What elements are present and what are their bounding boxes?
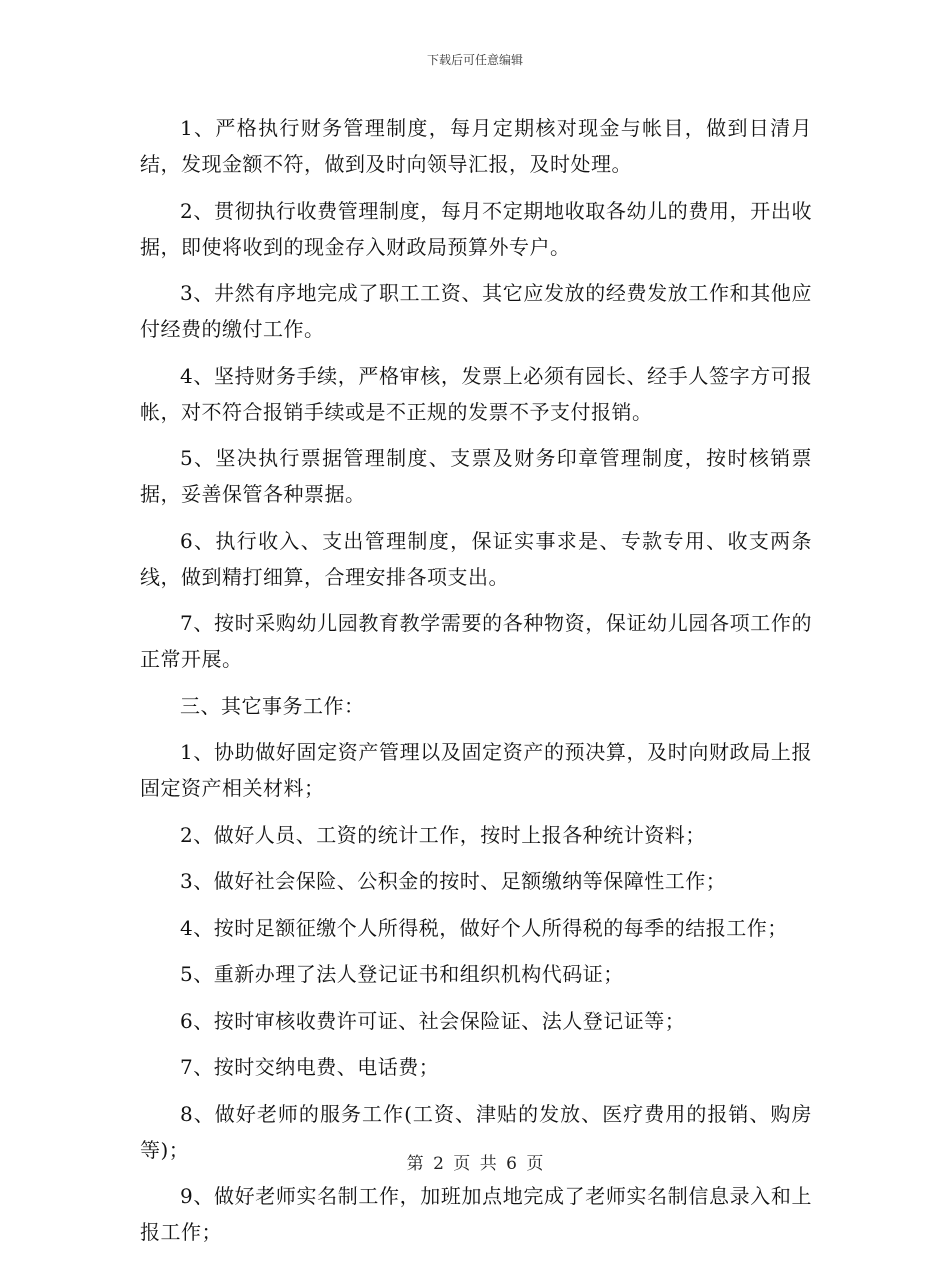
paragraph-finance-2: 2、贯彻执行收费管理制度，每月不定期地收取各幼儿的费用，开出收据，即使将收到的现金存入财政局预算外专户。 [140,198,812,259]
paragraph-affairs-5: 5、重新办理了法人登记证书和组织机构代码证； [180,962,624,986]
section-heading-other-affairs: 三、其它事务工作： [180,693,365,718]
paragraph-affairs-1: 1、协助做好固定资产管理以及固定资产的预决算，及时向财政局上报固定资产相关材料； [140,740,812,800]
paragraph-finance-3: 3、井然有序地完成了职工工资、其它应发放的经费发放工作和其他应付经费的缴付工作。 [140,281,812,341]
paragraph-finance-7: 7、按时采购幼儿园教育教学需要的各种物资，保证幼儿园各项工作的正常开展。 [140,611,812,671]
paragraph-affairs-2: 2、做好人员、工资的统计工作，按时上报各种统计资料； [180,822,706,847]
paragraph-affairs-7: 7、按时交纳电费、电话费； [180,1055,440,1079]
paragraph-finance-6: 6、执行收入、支出管理制度，保证实事求是、专款专用、收支两条线，做到精打细算，合理安排各项支出。 [140,528,812,589]
document-body [140,110,812,1261]
paragraph-affairs-3: 3、做好社会保险、公积金的按时、足额缴纳等保障性工作； [180,869,727,893]
paragraph-finance-5: 5、坚决执行票据管理制度、支票及财务印章管理制度，按时核销票据，妥善保管各种票据。 [140,446,812,506]
paragraph-affairs-8: 8、做好老师的服务工作(工资、津贴的发放、医疗费用的报销、购房等)； [140,1101,812,1162]
paragraph-affairs-9: 9、做好老师实名制工作，加班加点地完成了老师实名制信息录入和上报工作； [140,1184,812,1244]
paragraph-finance-1: 1、严格执行财务管理制度，每月定期核对现金与帐目，做到日清月结，发现金额不符，做到及时向领导汇报，及时处理。 [140,116,812,176]
page-header: 下载后可任意编辑 [426,53,523,67]
page-number-footer: 第 2 页 共 6 页 [406,1154,544,1174]
paragraph-affairs-6: 6、按时审核收费许可证、社会保险证、法人登记证等； [180,1008,686,1033]
paragraph-affairs-4: 4、按时足额征缴个人所得税，做好个人所得税的每季的结报工作； [180,915,788,940]
paragraph-finance-4: 4、坚持财务手续，严格审核，发票上必须有园长、经手人签字方可报帐，对不符合报销手续或是不正规的发票不予支付报销。 [140,363,812,424]
